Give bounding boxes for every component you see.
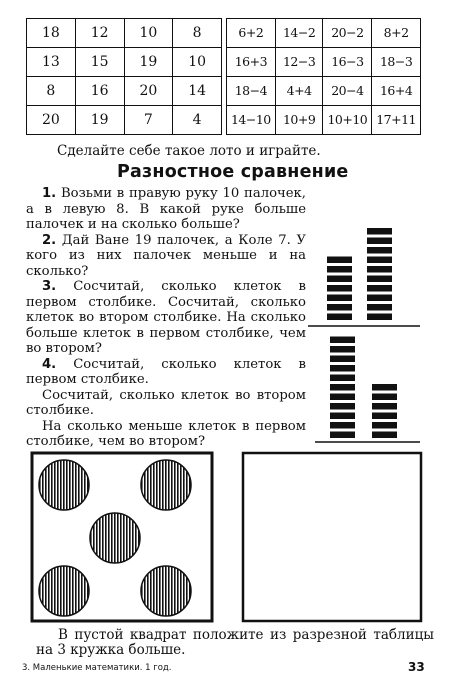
empty-square: [243, 453, 421, 621]
bottom-first-column-block: [330, 346, 355, 353]
striped-circles: [39, 460, 191, 616]
top-second-column-block: [367, 276, 392, 283]
loto-expression-cell: 4+4: [275, 77, 323, 106]
loto-number-cell: 8: [173, 19, 222, 48]
striped-circle: [39, 566, 89, 616]
bottom-second-column-block: [372, 422, 397, 429]
task-1: 1. Возьми в правую руку 10 палочек, а в левую 8. В какой руке больше палочек и на сколько больше?: [26, 186, 306, 232]
loto-expression-cell: 10+9: [275, 106, 323, 135]
top-first-column-block: [327, 295, 352, 302]
top-first-column-block: [327, 266, 352, 273]
loto-number-cell: 15: [75, 48, 124, 77]
loto-number-cell: 19: [75, 106, 124, 135]
loto-number-cell: 13: [27, 48, 76, 77]
loto-expression-cell: 8+2: [372, 19, 421, 48]
loto-expression-cell: 20−4: [323, 77, 372, 106]
top-second-column-block: [367, 295, 392, 302]
loto-expression-cell: 18−4: [227, 77, 276, 106]
loto-expression-cell: 14−2: [275, 19, 323, 48]
bottom-second-column-block: [372, 394, 397, 401]
striped-circle: [141, 566, 191, 616]
loto-number-cell: 12: [75, 19, 124, 48]
bottom-caption: В пустой квадрат положите из разрезной таблицы на 3 кружка больше.: [36, 627, 434, 658]
block-columns-top: [308, 228, 420, 326]
top-first-column-block: [327, 276, 352, 283]
loto-expression-cell: 16+4: [372, 77, 421, 106]
task-3: 3. Сосчитай, сколько клеток в первом столбике. Сосчитай, сколько клеток во втором столбике. На сколько больше клеток в первом столбике, чем во втором?: [26, 279, 306, 356]
top-second-column-block: [367, 257, 392, 264]
footnote: 3. Маленькие математики. 1 год.: [22, 663, 172, 673]
loto-number-cell: 20: [124, 77, 173, 106]
top-second-column-block: [367, 247, 392, 254]
top-second-column-block: [367, 285, 392, 292]
loto-number-cell: 18: [27, 19, 76, 48]
bottom-first-column-block: [330, 432, 355, 439]
block-columns-bottom: [315, 337, 420, 443]
loto-expression-cell: 6+2: [227, 19, 276, 48]
top-first-column-block: [327, 304, 352, 311]
loto-expression-cell: 18−3: [372, 48, 421, 77]
loto-expression-cell: 16+3: [227, 48, 276, 77]
loto-number-cell: 20: [27, 106, 76, 135]
top-second-column-block: [367, 238, 392, 245]
loto-number-cell: 16: [75, 77, 124, 106]
bottom-first-column-block: [330, 413, 355, 420]
loto-number-cell: 4: [173, 106, 222, 135]
section-title: Разностное сравнение: [117, 162, 349, 182]
bottom-first-column-block: [330, 356, 355, 363]
striped-circle: [39, 460, 89, 510]
bottom-second-column-block: [372, 403, 397, 410]
top-second-column-block: [367, 304, 392, 311]
loto-expression-cell: 10+10: [323, 106, 372, 135]
top-second-column-block: [367, 266, 392, 273]
task-4: 4. Сосчитай, сколько клеток в первом столбике.: [26, 356, 306, 387]
bottom-second-column-block: [372, 432, 397, 439]
top-first-column-block: [327, 314, 352, 321]
top-first-column-block: [327, 285, 352, 292]
task-4-part-2: Сосчитай, сколько клеток во втором столбике.: [26, 387, 306, 418]
loto-number-cell: 7: [124, 106, 173, 135]
top-second-column-block: [367, 314, 392, 321]
striped-circle: [90, 513, 140, 563]
top-first-column-block: [327, 257, 352, 264]
striped-circle: [141, 460, 191, 510]
loto-expression-cell: 14−10: [227, 106, 276, 135]
loto-expression-cell: 16−3: [323, 48, 372, 77]
bottom-second-column-block: [372, 384, 397, 391]
bottom-first-column-block: [330, 394, 355, 401]
bottom-first-column-block: [330, 375, 355, 382]
bottom-first-column-block: [330, 337, 355, 344]
bottom-first-column-block: [330, 403, 355, 410]
loto-number-cell: 10: [124, 19, 173, 48]
task-2: 2. Дай Ване 19 палочек, а Коле 7. У кого из них палочек меньше и на сколько?: [26, 232, 306, 279]
task-4-part-3: На сколько меньше клеток в первом столбике, чем во втором?: [26, 418, 306, 449]
loto-expression-cell: 12−3: [275, 48, 323, 77]
loto-number-cell: 10: [173, 48, 222, 77]
loto-number-cell: 8: [27, 77, 76, 106]
loto-expression-cell: 17+11: [372, 106, 421, 135]
bottom-first-column-block: [330, 365, 355, 372]
bottom-second-column-block: [372, 413, 397, 420]
top-second-column-block: [367, 228, 392, 235]
loto-number-cell: 14: [173, 77, 222, 106]
bottom-first-column-block: [330, 422, 355, 429]
bottom-first-column-block: [330, 384, 355, 391]
loto-caption: Сделайте себе такое лото и играйте.: [57, 143, 321, 159]
page-number: 33: [408, 660, 425, 674]
loto-expression-cell: 20−2: [323, 19, 372, 48]
loto-number-cell: 19: [124, 48, 173, 77]
